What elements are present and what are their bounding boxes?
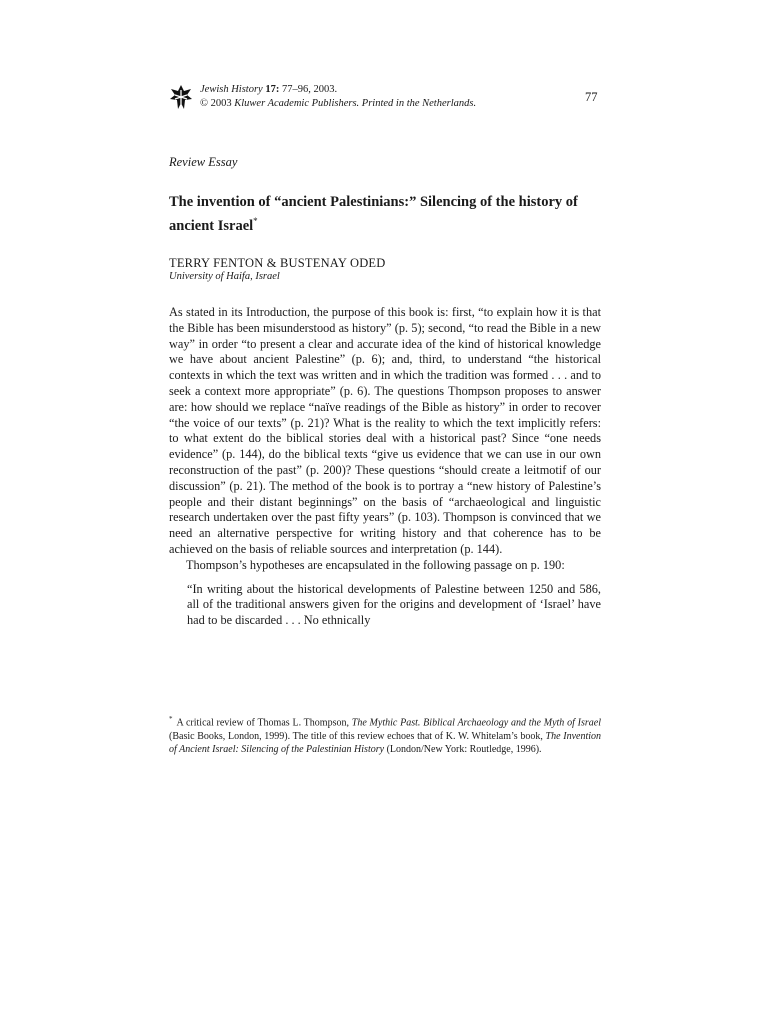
copyright-line [200,97,476,111]
footnote-book-title: The Invention of Ancient Israel: Silencing of the Palestinian History [169,730,602,755]
footnote-book-title: The Mythic Past. Biblical Archaeology and the Myth of Israel [351,717,602,729]
footnote-text: A critical review of Thomas L. Thompson, [176,717,349,729]
article-body [169,305,601,629]
authors: TERRY FENTON & BUSTENAY ODED [169,256,386,270]
article-title [169,193,609,236]
footnote-text: (London/New York: Routledge, 1996). [386,743,542,755]
title-footnote-mark: * [253,216,258,226]
affiliation: University of Haifa, Israel [169,271,280,282]
essay-type: Review Essay [169,155,238,169]
journal-pages: 77–96, 2003. [281,84,338,95]
page-number: 77 [585,90,598,104]
footnote-mark: * [169,715,173,723]
journal-name: Jewish History [200,84,263,95]
journal-header [200,83,476,111]
publisher-logo-icon [170,84,192,110]
printed-note: Printed in the Netherlands. [361,98,477,109]
footnote-text: (Basic Books, London, 1999). The title of this review echoes that of K. W. Whitelam’s book, [169,730,543,742]
journal-volume: 17: [265,84,280,95]
article-title-text: The invention of “ancient Palestinians:” Silencing of the history of ancient Israel [169,194,578,234]
block-quote: “In writing about the historical developments of Palestine between 1250 and 586, all of the traditional answers given for the origins and development of ‘Israel’ have had to be discarded . . . No ethnically [187,581,601,628]
copyright-notice: © 2003 [200,98,232,109]
citation-line [200,83,476,97]
body-paragraph: Thompson’s hypotheses are encapsulated in the following passage on p. 190: [186,557,565,572]
body-paragraph: As stated in its Introduction, the purpose of this book is: first, “to explain how it is that the Bible has been misunderstood as history” (p. 5); second, “to read the Bible in a new way” in order “to present a clear and accurate idea of the kind of historical knowledge we have about ancient Palestine” (p. 6); and, third, to understand “the historical contexts in which the text was written and in which the tradition was formed . . . and to seek a context more appropriate” (p. 6). The questions Thompson proposes to answer are: how should we replace “naïve readings of the Bible as history” in order to recover “the voice of our texts” (p. 21)? What is the reality to which the text implicitly refers: to what extent do the biblical stories deal with a historical past? Since “one needs evidence” (p. 144), do the biblical texts “give us evidence that we can use in our own reconstruction of the past” (p. 200)? These questions “should create a leitmotif of our discussion” (p. 21). The method of the book is to portray a “new history of Palestine’s people and their distant beginnings” on the basis of “archaeological and linguistic research undertaken over the past fifty years” (p. 103). Thompson is convinced that we need an alternative perspective for writing history and that coherence has to be achieved on the basis of reliable sources and interpretation (p. 144). [169,305,601,556]
publisher-name: Kluwer Academic Publishers. [234,98,360,109]
footnote [169,713,601,756]
